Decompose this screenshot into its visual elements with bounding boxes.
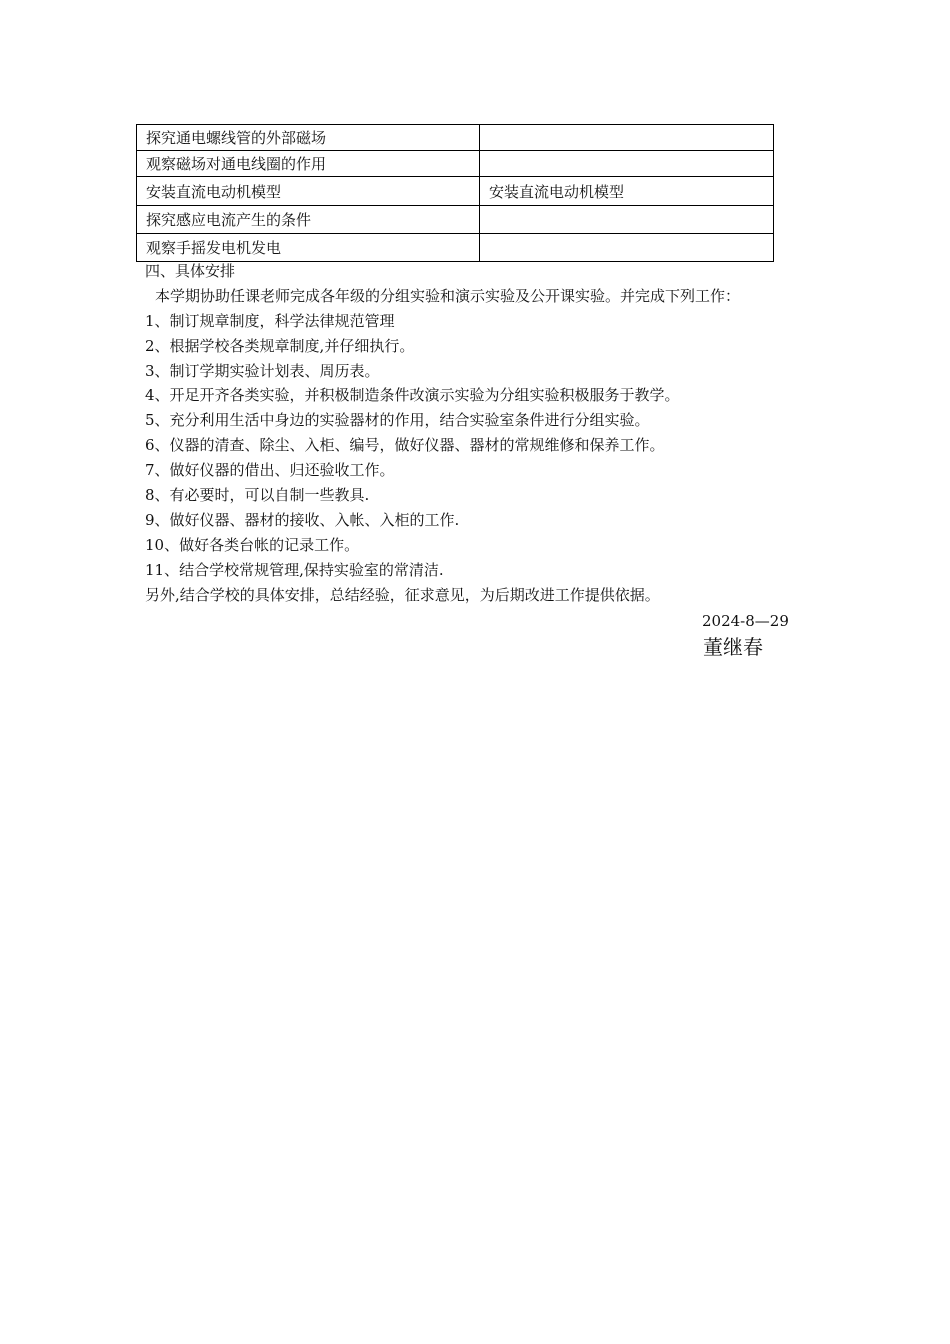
list-item: 11、结合学校常规管理,保持实验室的常清洁. [145, 560, 444, 579]
list-item: 7、做好仪器的借出、归还验收工作。 [145, 461, 395, 480]
list-item: 6、仪器的清查、除尘、入柜、编号，做好仪器、器材的常规维修和保养工作。 [145, 436, 665, 455]
closing-paragraph: 另外,结合学校的具体安排，总结经验，征求意见，为后期改进工作提供依据。 [145, 585, 660, 604]
list-item: 10、做好各类台帐的记录工作。 [145, 535, 360, 554]
author-signature: 董继春 [703, 635, 763, 659]
list-item: 4、开足开齐各类实验，并积极制造条件改演示实验为分组实验积极服务于教学。 [145, 386, 680, 405]
document-date: 2024-8—29 [702, 612, 789, 630]
table-row [137, 234, 774, 262]
section-heading: 四、具体安排 [145, 262, 236, 280]
experiment-note-cell [480, 151, 774, 177]
table-row [137, 151, 774, 177]
experiment-name-cell: 观察磁场对通电线圈的作用 [137, 151, 480, 177]
experiment-name-cell: 观察手摇发电机发电 [137, 234, 480, 262]
list-item: 8、有必要时，可以自制一些教具. [145, 486, 370, 505]
section-intro: 本学期协助任课老师完成各年级的分组实验和演示实验及公开课实验。并完成下列工作： [155, 286, 741, 305]
experiment-note-cell [480, 125, 774, 151]
table-row [137, 177, 774, 206]
list-item: 2、根据学校各类规章制度,并仔细执行。 [145, 336, 415, 355]
table-row [137, 206, 774, 234]
experiment-name-cell: 探究感应电流产生的条件 [137, 206, 480, 234]
experiment-note-cell: 安装直流电动机模型 [480, 177, 774, 206]
experiment-name-cell: 探究通电螺线管的外部磁场 [137, 125, 480, 151]
experiment-name-cell: 安装直流电动机模型 [137, 177, 480, 206]
arrangement-section [145, 259, 845, 607]
table-row [137, 125, 774, 151]
list-item: 1、制订规章制度，科学法律规范管理 [145, 311, 395, 330]
list-item: 9、做好仪器、器材的接收、入帐、入柜的工作. [145, 510, 460, 529]
experiment-table [136, 124, 774, 262]
list-item: 5、充分利用生活中身边的实验器材的作用，结合实验室条件进行分组实验。 [145, 411, 650, 430]
experiment-note-cell [480, 206, 774, 234]
list-item: 3、制订学期实验计划表、周历表。 [145, 361, 380, 380]
experiment-note-cell [480, 234, 774, 262]
